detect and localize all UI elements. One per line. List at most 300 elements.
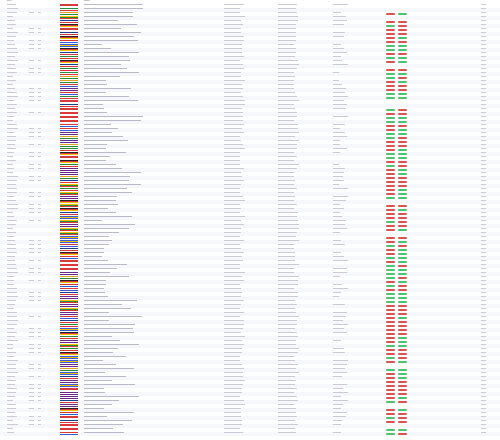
cell-time-end (278, 68, 297, 69)
cell-name[interactable] (84, 144, 107, 145)
cell-value (333, 172, 344, 173)
cell-name[interactable] (84, 152, 126, 153)
cell-name[interactable] (84, 180, 129, 181)
cell-s2 (38, 152, 41, 153)
status-badge (386, 337, 395, 339)
cell-name[interactable] (84, 96, 129, 97)
flag-icon (60, 24, 78, 27)
cell-name[interactable] (84, 68, 127, 69)
cell-name[interactable] (84, 384, 135, 385)
cell-id (7, 56, 15, 57)
cell-name[interactable] (84, 332, 134, 333)
flag-icon (60, 380, 78, 383)
cell-id (7, 68, 16, 69)
cell-name[interactable] (84, 216, 132, 217)
cell-value (333, 188, 348, 189)
cell-name[interactable] (84, 236, 109, 237)
status-badge (386, 165, 395, 167)
cell-name[interactable] (84, 16, 133, 17)
cell-name[interactable] (84, 52, 139, 53)
cell-name[interactable] (84, 424, 123, 425)
status-badge (398, 137, 407, 139)
flag-icon (60, 36, 78, 39)
cell-name[interactable] (84, 404, 112, 405)
cell-name[interactable] (84, 4, 143, 5)
cell-id (7, 244, 16, 245)
cell-name[interactable] (84, 156, 110, 157)
cell-name[interactable] (84, 204, 118, 205)
flag-icon (60, 200, 78, 203)
cell-name[interactable] (84, 392, 105, 393)
cell-end (481, 324, 486, 325)
cell-name[interactable] (84, 176, 130, 177)
cell-time-start (224, 356, 240, 357)
cell-name[interactable] (84, 396, 139, 397)
cell-id (7, 44, 15, 45)
cell-name[interactable] (84, 344, 139, 345)
cell-name[interactable] (84, 264, 127, 265)
cell-name[interactable] (84, 316, 142, 317)
status-badge (386, 253, 395, 255)
cell-end (481, 68, 486, 69)
cell-time-end (278, 4, 297, 5)
cell-s1 (29, 68, 34, 69)
cell-s1 (29, 352, 34, 353)
cell-id (7, 384, 15, 385)
cell-s1 (29, 292, 34, 293)
cell-name[interactable] (84, 196, 117, 197)
cell-time-end (278, 244, 294, 245)
cell-id (7, 108, 15, 109)
status-badge (398, 413, 407, 415)
status-badge (398, 13, 407, 15)
cell-time-start (224, 348, 242, 349)
status-badge (386, 205, 395, 207)
status-badge (386, 273, 395, 275)
cell-name[interactable] (84, 284, 106, 285)
flag-icon (60, 88, 78, 91)
cell-name[interactable] (84, 376, 126, 377)
cell-name[interactable] (84, 24, 137, 25)
cell-name[interactable] (84, 12, 133, 13)
cell-name[interactable] (84, 76, 120, 77)
cell-name[interactable] (84, 28, 121, 29)
status-badge (398, 189, 407, 191)
cell-name[interactable] (84, 44, 102, 45)
cell-value (333, 180, 344, 181)
cell-name[interactable] (84, 280, 106, 281)
cell-time-start (224, 64, 243, 65)
cell-time-end (278, 124, 298, 125)
cell-name[interactable] (84, 420, 132, 421)
cell-name[interactable] (84, 148, 106, 149)
cell-id (7, 368, 16, 369)
cell-name[interactable] (84, 360, 103, 361)
flag-icon (60, 96, 78, 99)
cell-name[interactable] (84, 84, 107, 85)
status-badge (386, 345, 395, 347)
cell-time-end (278, 72, 294, 73)
cell-name[interactable] (84, 228, 129, 229)
cell-time-end (278, 116, 297, 117)
status-badge (386, 169, 395, 171)
cell-id (7, 8, 18, 9)
status-badge (386, 309, 395, 311)
cell-name[interactable] (84, 188, 127, 189)
cell-name[interactable] (84, 200, 116, 201)
cell-time-start (224, 304, 241, 305)
cell-name[interactable] (84, 240, 112, 241)
flag-icon (60, 240, 78, 243)
status-badge (398, 321, 407, 323)
cell-time-start (224, 400, 244, 401)
cell-time-end (278, 300, 295, 301)
cell-s2 (38, 344, 41, 345)
cell-name[interactable] (84, 260, 108, 261)
cell-s1 (29, 424, 34, 425)
cell-end (481, 12, 486, 13)
flag-icon (60, 80, 78, 83)
status-badge (398, 249, 407, 251)
cell-value (333, 268, 347, 269)
cell-name[interactable] (84, 116, 143, 117)
cell-time-end (278, 60, 298, 61)
cell-s1 (29, 220, 34, 221)
cell-end (481, 364, 486, 365)
cell-value (333, 184, 339, 185)
flag-icon (60, 156, 78, 159)
cell-name[interactable] (84, 120, 141, 121)
cell-name[interactable] (84, 88, 131, 89)
flag-icon (60, 204, 78, 207)
cell-value (333, 328, 344, 329)
cell-name[interactable] (84, 356, 126, 357)
flag-icon (60, 312, 78, 315)
cell-s1 (29, 132, 34, 133)
cell-id (7, 176, 18, 177)
cell-name[interactable] (84, 104, 103, 105)
cell-id (7, 364, 16, 365)
status-badge (386, 289, 395, 291)
cell-name[interactable] (84, 256, 102, 257)
status-badge (398, 121, 407, 123)
cell-value (333, 200, 346, 201)
cell-end (481, 412, 486, 413)
flag-icon (60, 272, 78, 275)
cell-name[interactable] (84, 340, 120, 341)
cell-name[interactable] (84, 364, 116, 365)
cell-time-start (224, 288, 241, 289)
cell-name[interactable] (84, 132, 112, 133)
cell-value (333, 388, 343, 389)
flag-icon (60, 360, 78, 363)
cell-name[interactable] (84, 20, 118, 21)
cell-time-end (278, 92, 295, 93)
cell-time-start (224, 232, 241, 233)
cell-end (481, 116, 486, 117)
cell-name[interactable] (84, 368, 134, 369)
status-badge (398, 353, 407, 355)
cell-value (333, 360, 348, 361)
cell-time-end (278, 16, 298, 17)
status-badge (386, 137, 395, 139)
table-row[interactable] (0, 432, 500, 436)
cell-s1 (29, 248, 34, 249)
cell-name[interactable] (84, 80, 106, 81)
cell-name[interactable] (84, 64, 121, 65)
cell-time-start (224, 172, 241, 173)
status-badge (386, 393, 395, 395)
cell-name[interactable] (84, 348, 118, 349)
cell-value (333, 108, 346, 109)
cell-name[interactable] (84, 72, 139, 73)
cell-name[interactable] (84, 308, 131, 309)
cell-time-start (224, 224, 244, 225)
cell-end (481, 176, 486, 177)
cell-name[interactable] (84, 220, 102, 221)
cell-time-end (278, 424, 298, 425)
cell-time-start (224, 364, 242, 365)
cell-time-end (278, 32, 296, 33)
status-badge (386, 269, 395, 271)
status-badge (398, 389, 407, 391)
cell-id (7, 400, 13, 401)
cell-value (333, 244, 345, 245)
header-col-name[interactable]: Name (84, 0, 90, 2)
cell-s2 (38, 384, 41, 385)
cell-id (7, 428, 13, 429)
cell-time-start (224, 168, 244, 169)
cell-name[interactable] (84, 388, 104, 389)
cell-name[interactable] (84, 140, 128, 141)
flag-icon (60, 72, 78, 75)
cell-s1 (29, 128, 34, 129)
flag-icon (60, 232, 78, 235)
flag-icon (60, 396, 78, 399)
cell-s1 (29, 196, 34, 197)
cell-name[interactable] (84, 320, 109, 321)
cell-name[interactable] (84, 168, 122, 169)
cell-name[interactable] (84, 304, 122, 305)
cell-s2 (38, 328, 41, 329)
cell-id (7, 324, 17, 325)
flag-icon (60, 44, 78, 47)
cell-end (481, 196, 486, 197)
cell-name[interactable] (84, 40, 138, 41)
cell-name[interactable] (84, 48, 111, 49)
cell-name[interactable] (84, 212, 116, 213)
flag-icon (60, 340, 78, 343)
cell-name[interactable] (84, 352, 113, 353)
status-badge (398, 113, 407, 115)
cell-name[interactable] (84, 100, 138, 101)
cell-value (333, 256, 344, 257)
cell-s1 (29, 192, 34, 193)
cell-name[interactable] (84, 300, 137, 301)
cell-name[interactable] (84, 124, 111, 125)
flag-icon (60, 284, 78, 287)
cell-name[interactable] (84, 312, 109, 313)
cell-s2 (38, 44, 41, 45)
cell-time-end (278, 136, 295, 137)
cell-name[interactable] (84, 92, 106, 93)
header-col-id[interactable]: Item (7, 0, 12, 2)
cell-time-end (278, 224, 299, 225)
cell-name[interactable] (84, 248, 104, 249)
cell-name[interactable] (84, 428, 113, 429)
cell-name[interactable] (84, 60, 130, 61)
cell-name[interactable] (84, 244, 109, 245)
cell-time-end (278, 432, 296, 433)
cell-end (481, 104, 486, 105)
cell-name[interactable] (84, 8, 143, 9)
status-badge (398, 133, 407, 135)
cell-id (7, 404, 16, 405)
cell-value (333, 204, 340, 205)
cell-value (333, 164, 339, 165)
cell-name[interactable] (84, 288, 104, 289)
cell-time-start (224, 196, 243, 197)
cell-time-end (278, 364, 298, 365)
cell-name[interactable] (84, 128, 118, 129)
flag-icon (60, 356, 78, 359)
status-badge (398, 85, 407, 87)
cell-s2 (38, 28, 41, 29)
status-badge (398, 369, 407, 371)
cell-name[interactable] (84, 432, 124, 433)
cell-name[interactable] (84, 408, 104, 409)
cell-s2 (38, 128, 41, 129)
cell-name[interactable] (84, 112, 107, 113)
status-badge (386, 129, 395, 131)
cell-name[interactable] (84, 412, 134, 413)
cell-name[interactable] (84, 32, 141, 33)
cell-name[interactable] (84, 208, 108, 209)
cell-time-end (278, 248, 294, 249)
status-badge (398, 225, 407, 227)
cell-time-start (224, 52, 242, 53)
cell-name[interactable] (84, 232, 119, 233)
cell-id (7, 52, 18, 53)
cell-time-end (278, 412, 296, 413)
status-badge (398, 53, 407, 55)
cell-time-start (224, 424, 242, 425)
flag-icon (60, 28, 78, 31)
cell-time-start (224, 368, 244, 369)
cell-time-end (278, 372, 299, 373)
flag-icon (60, 208, 78, 211)
cell-s2 (38, 272, 41, 273)
flag-icon (60, 404, 78, 407)
cell-value (333, 4, 348, 5)
status-badge (398, 181, 407, 183)
cell-name[interactable] (84, 108, 104, 109)
cell-name[interactable] (84, 268, 117, 269)
status-badge (398, 277, 407, 279)
cell-name[interactable] (84, 416, 107, 417)
cell-s1 (29, 392, 34, 393)
cell-name[interactable] (84, 296, 108, 297)
status-badge (386, 153, 395, 155)
cell-time-start (224, 80, 245, 81)
cell-name[interactable] (84, 272, 110, 273)
cell-time-end (278, 40, 296, 41)
flag-icon (60, 196, 78, 199)
cell-name[interactable] (84, 36, 134, 37)
cell-name[interactable] (84, 164, 116, 165)
status-badge (398, 193, 407, 195)
cell-name[interactable] (84, 252, 104, 253)
status-badge (398, 333, 407, 335)
cell-time-end (278, 328, 295, 329)
cell-name[interactable] (84, 224, 135, 225)
cell-end (481, 264, 486, 265)
cell-end (481, 164, 486, 165)
cell-id (7, 120, 13, 121)
cell-name[interactable] (84, 160, 106, 161)
cell-time-start (224, 412, 241, 413)
cell-name[interactable] (84, 292, 105, 293)
cell-value (333, 32, 345, 33)
cell-name[interactable] (84, 372, 105, 373)
cell-name[interactable] (84, 328, 133, 329)
cell-time-start (224, 208, 241, 209)
cell-name[interactable] (84, 56, 129, 57)
cell-value (333, 340, 341, 341)
cell-time-end (278, 376, 295, 377)
cell-name[interactable] (84, 380, 112, 381)
cell-value (333, 92, 345, 93)
cell-s2 (38, 376, 41, 377)
cell-name[interactable] (84, 336, 112, 337)
status-badge (398, 309, 407, 311)
cell-end (481, 312, 486, 313)
cell-s1 (29, 388, 34, 389)
flag-icon (60, 400, 78, 403)
cell-end (481, 88, 486, 89)
status-badge (398, 33, 407, 35)
status-badge (398, 29, 407, 31)
cell-s1 (29, 348, 34, 349)
flag-icon (60, 116, 78, 119)
cell-end (481, 60, 486, 61)
cell-end (481, 40, 486, 41)
cell-s1 (29, 156, 34, 157)
cell-s2 (38, 296, 41, 297)
cell-time-start (224, 308, 240, 309)
flag-icon (60, 128, 78, 131)
cell-name[interactable] (84, 276, 129, 277)
cell-value (333, 20, 347, 21)
status-badge (398, 37, 407, 39)
status-badge (386, 357, 395, 359)
cell-time-end (278, 352, 298, 353)
flag-icon (60, 420, 78, 423)
cell-value (333, 404, 343, 405)
cell-name[interactable] (84, 184, 141, 185)
cell-name[interactable] (84, 400, 119, 401)
cell-id (7, 40, 14, 41)
cell-name[interactable] (84, 324, 135, 325)
cell-name[interactable] (84, 136, 123, 137)
status-badge (386, 429, 395, 431)
cell-name[interactable] (84, 192, 132, 193)
flag-icon (60, 264, 78, 267)
cell-time-end (278, 52, 296, 53)
cell-value (333, 148, 347, 149)
cell-name[interactable] (84, 172, 141, 173)
cell-s2 (38, 192, 41, 193)
